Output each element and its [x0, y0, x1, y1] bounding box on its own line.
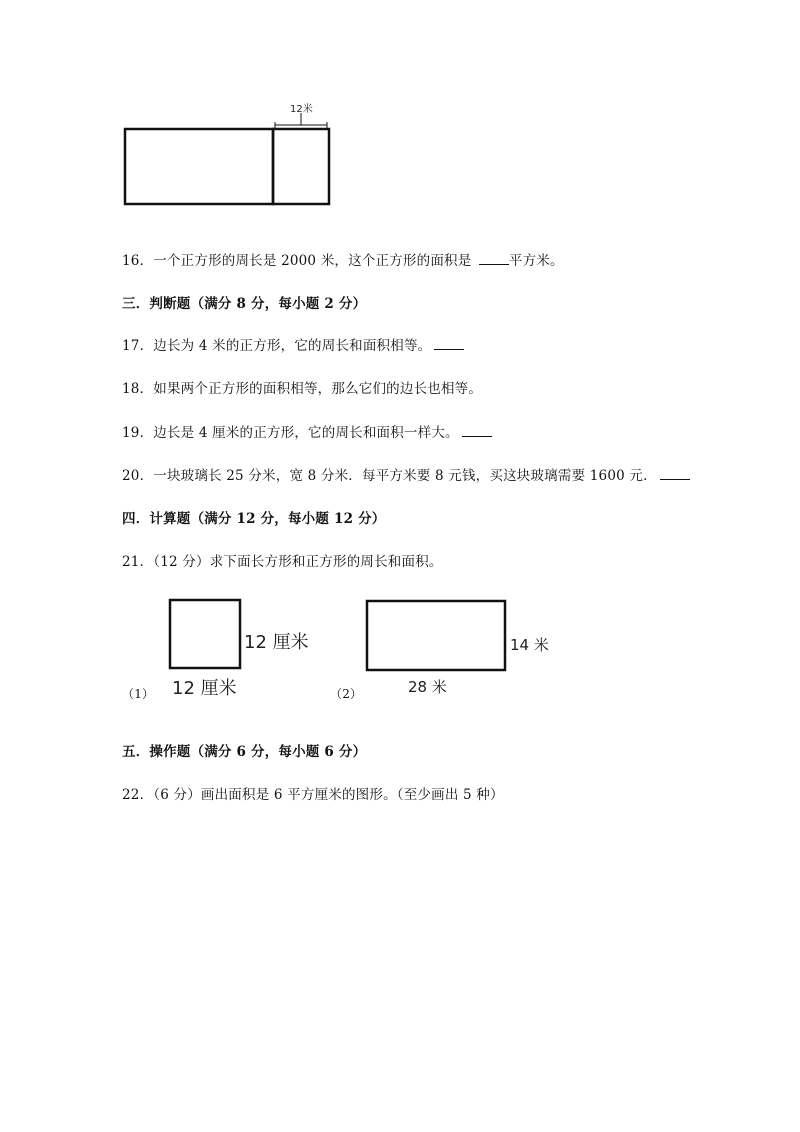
question-21: 21．（12 分）求下面长方形和正方形的周长和面积。: [122, 554, 443, 570]
top-rectangle: [125, 129, 273, 204]
top-figure-label: 12米: [290, 104, 313, 115]
question-20: [122, 464, 690, 484]
figure-1-square: [168, 598, 244, 672]
question-19-text: 19．边长是 4 厘米的正方形，它的周长和面积一样大。: [122, 425, 459, 441]
question-17-text: 17．边长为 4 米的正方形，它的周长和面积相等。: [122, 338, 432, 354]
figure-2-rectangle: [365, 599, 509, 673]
question-18-text: 18．如果两个正方形的面积相等，那么它们的边长也相等。: [122, 381, 483, 397]
question-16: [122, 249, 564, 269]
figure-2-side-label: 14 米: [510, 636, 549, 654]
answer-blank-20[interactable]: [660, 467, 690, 480]
section-3-heading: 三．判断题（满分 8 分，每小题 2 分）: [122, 296, 367, 312]
section-5-heading: 五．操作题（满分 6 分，每小题 6 分）: [122, 744, 367, 760]
answer-blank-19[interactable]: [462, 424, 492, 437]
section-4-heading: 四．计算题（满分 12 分，每小题 12 分）: [122, 511, 386, 527]
figure-1-side-label: 12 厘米: [244, 632, 309, 653]
answer-blank-17[interactable]: [434, 337, 464, 350]
figure-1-bottom-label: 12 厘米: [172, 678, 237, 699]
question-16-text: 16．一个正方形的周长是 2000 米，这个正方形的面积是: [122, 253, 472, 269]
figure-1-index: （1）: [122, 687, 155, 701]
question-17: [122, 334, 464, 354]
question-19: [122, 421, 492, 441]
answer-blank-16[interactable]: [479, 252, 509, 265]
question-22: 22．（6 分）画出面积是 6 平方厘米的图形。（至少画出 5 种）: [122, 787, 504, 803]
figure-2-bottom-label: 28 米: [408, 678, 447, 696]
question-20-text: 20．一块玻璃长 25 分米，宽 8 分米．每平方米要 8 元钱，买这块玻璃需要 1600 元．: [122, 468, 657, 484]
question-16-suffix: 平方米。: [508, 253, 564, 269]
top-square: [273, 129, 329, 204]
question-18: [122, 377, 482, 397]
figure-2-index: （2）: [330, 687, 363, 701]
